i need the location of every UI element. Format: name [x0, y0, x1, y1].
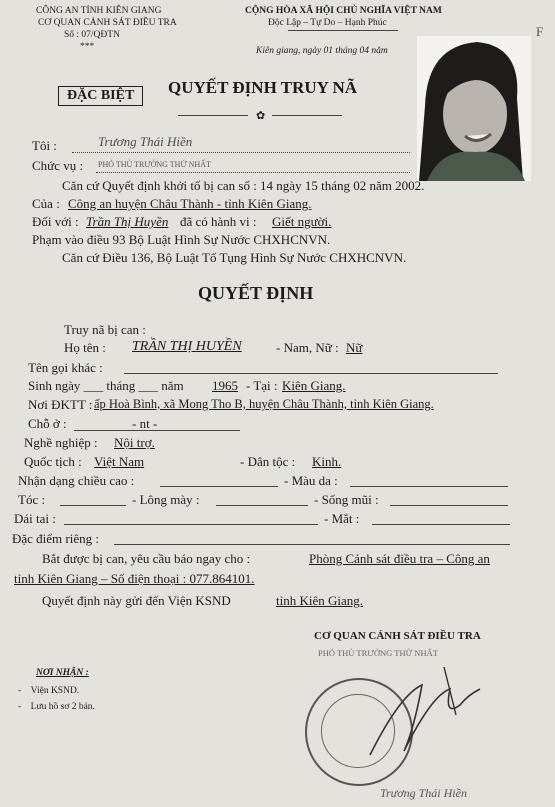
residence-label: Nơi ĐKTT : [28, 397, 93, 412]
features-rule [114, 544, 510, 545]
republic-title: CỘNG HÒA XÃ HỘI CHỦ NGHĨA VIỆT NAM [245, 6, 442, 16]
eyes-rule [372, 524, 510, 525]
birth-year: 1965 [212, 378, 238, 393]
residence-value: ấp Hoà Bình, xã Mong Tho B, huyện Châu Thành, tỉnh Kiên Giang. [94, 397, 434, 411]
birth-label: Sinh ngày ___ tháng ___ năm [28, 378, 184, 393]
request-contact: Phòng Cảnh sát điều tra – Công an [309, 551, 490, 566]
eyebrow-rule [216, 505, 308, 506]
place-date: Kiên giang, ngày 01 tháng 04 năm [256, 46, 388, 56]
earlobe-label: Dái tai : [14, 511, 56, 526]
occupation-label: Nghề nghiệp : [24, 435, 98, 450]
org-police-province: CÔNG AN TỈNH KIÊN GIANG [36, 6, 162, 16]
chucvu-value: PHÓ THỦ TRƯỞNG THỨ NHẤT [98, 160, 211, 169]
doivoi-name: Trần Thị Huyền [86, 214, 169, 229]
toi-rule [72, 152, 410, 153]
cua-label: Của : [32, 196, 60, 211]
signature-mark [360, 655, 490, 765]
name-label: Họ tên : [64, 340, 106, 355]
nationality-value: Việt Nam [94, 454, 145, 469]
occupation-value: Nội trợ. [114, 435, 155, 450]
current-address-label: Chỗ ở : [28, 416, 67, 431]
signer-name: Trương Thái Hiền [380, 786, 467, 800]
toi-value: Trương Thái Hiền [98, 134, 193, 149]
birthplace-value: Kiên Giang. [282, 378, 346, 393]
request-phone: tỉnh Kiên Giang – Số điện thoại : 077.864101. [14, 571, 255, 586]
skin-rule [350, 486, 508, 487]
signature-title: PHÓ THỦ TRƯỞNG THỨ NHẤT [318, 648, 438, 658]
current-address-rule [74, 430, 240, 431]
recipient-item: - Viện KSND. [18, 686, 80, 696]
header-stars: *** [80, 42, 95, 52]
gender-value: Nữ [346, 340, 363, 355]
skin-label: - Màu da : [284, 473, 338, 488]
nationality-label: Quốc tịch : [24, 454, 82, 469]
sent-to-label: Quyết định này gửi đến Viện KSND [42, 593, 231, 608]
gender-label: - Nam, Nữ : [276, 340, 339, 355]
basis-decision: Căn cứ Quyết định khởi tố bị can số : 14 ngày 15 tháng 02 năm 2002. [62, 178, 425, 193]
eyes-label: - Mắt : [324, 511, 360, 526]
motto: Độc Lập – Tự Do – Hạnh Phúc [268, 18, 387, 28]
alias-label: Tên gọi khác : [28, 360, 103, 375]
earlobe-rule [64, 524, 318, 525]
title-rule-right [272, 115, 342, 116]
recipient-item: - Lưu hồ sơ 2 bản. [18, 702, 95, 712]
nose-label: - Sống mũi : [314, 492, 379, 507]
height-rule [160, 486, 278, 487]
cua-value: Công an huyện Châu Thành - tỉnh Kiên Giang. [68, 196, 312, 211]
document-number: Số : 07/QĐTN [64, 30, 120, 40]
current-address-value: - nt - [132, 416, 158, 431]
title-rule-left [178, 115, 248, 116]
birthplace-label: - Tại : [246, 378, 278, 393]
doivoi-label: Đối với : [32, 214, 79, 229]
eyebrow-label: - Lông mày : [132, 492, 200, 507]
sent-to-value: tỉnh Kiên Giang. [276, 593, 364, 608]
alias-rule [124, 373, 498, 374]
name-value: TRẦN THỊ HUYỀN [132, 339, 242, 354]
ethnicity-value: Kinh. [312, 454, 342, 469]
chucvu-label: Chức vụ : [32, 158, 84, 173]
wanted-label: Truy nã bị can : [64, 322, 146, 337]
hair-rule [60, 505, 126, 506]
basis-article: Phạm vào điều 93 Bộ Luật Hình Sự Nước CHXHCNVN. [32, 232, 331, 247]
doivoi-mid: đã có hành vi : [180, 214, 257, 229]
height-label: Nhận dạng chiều cao : [18, 473, 135, 488]
nose-rule [390, 505, 508, 506]
request-line: Bắt được bị can, yêu cầu báo ngay cho : [42, 551, 251, 566]
toi-label: Tôi : [32, 138, 57, 153]
chucvu-rule [96, 172, 410, 173]
ethnicity-label: - Dân tộc : [240, 454, 296, 469]
motto-underline [288, 30, 398, 31]
basis-procedure: Căn cứ Điều 136, Bộ Luật Tố Tụng Hình Sự Nước CHXHCNVN. [62, 250, 407, 265]
margin-mark: F [536, 24, 544, 39]
ornament-icon: ✿ [256, 110, 266, 122]
org-investigation-agency: CƠ QUAN CẢNH SÁT ĐIỀU TRA [38, 18, 177, 28]
hair-label: Tóc : [18, 492, 46, 507]
features-label: Đặc điểm riêng : [12, 531, 99, 546]
special-badge: ĐẶC BIỆT [58, 86, 143, 106]
recipients-label: NƠI NHẬN : [36, 668, 89, 678]
main-title: QUYẾT ĐỊNH TRUY NÃ [168, 78, 358, 97]
suspect-photo [417, 36, 531, 181]
doivoi-act: Giết người. [272, 214, 332, 229]
signature-org: CƠ QUAN CẢNH SÁT ĐIỀU TRA [314, 630, 481, 642]
decision-title: QUYẾT ĐỊNH [198, 283, 314, 303]
